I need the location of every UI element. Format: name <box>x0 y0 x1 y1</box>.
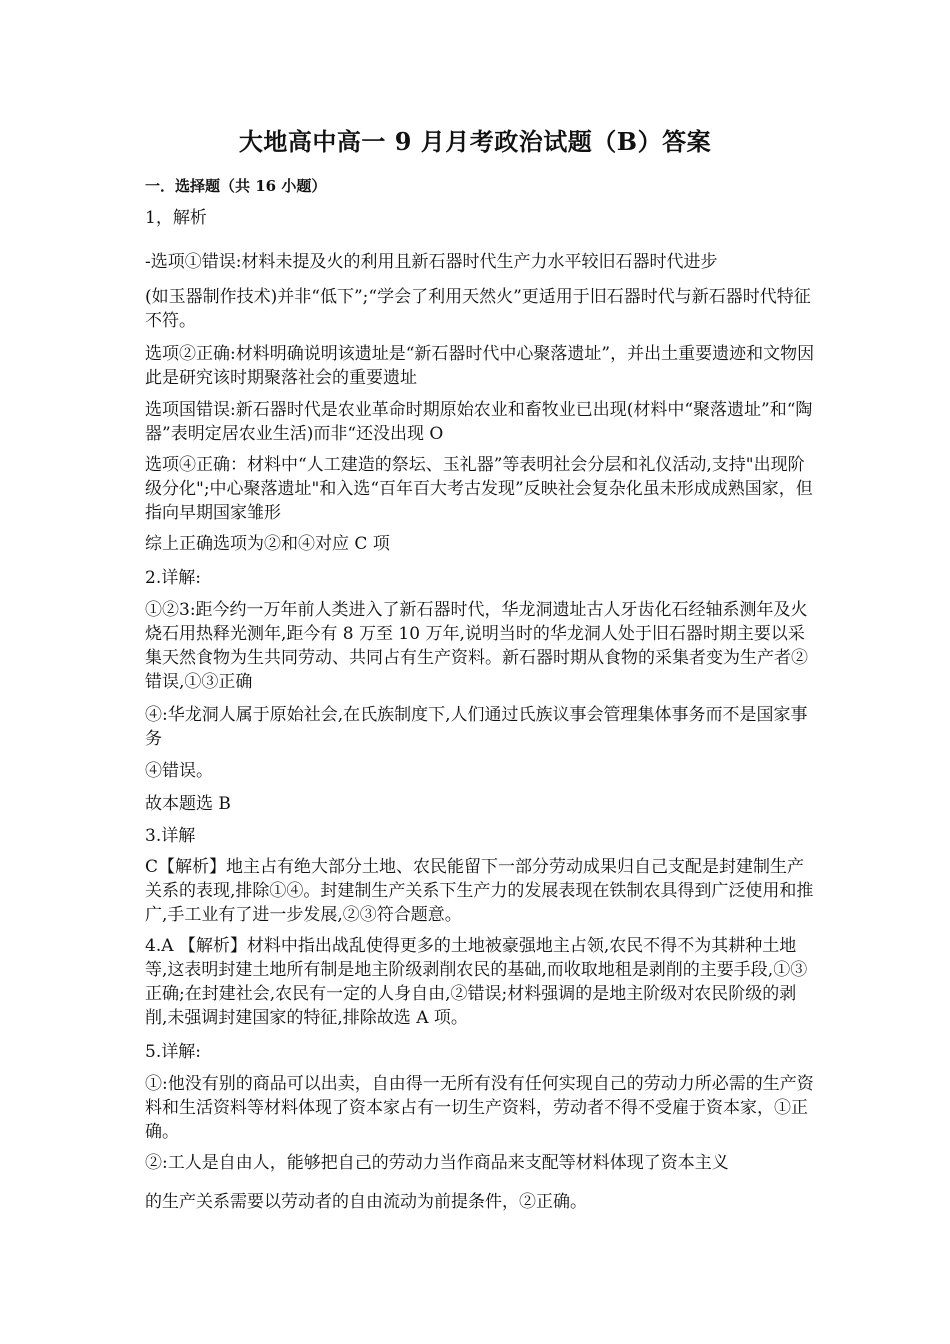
paragraph: 2.详解: <box>145 568 201 588</box>
page-title: 大地高中高一 9 月月考政治试题（B）答案 <box>238 127 712 156</box>
paragraph: 1，解析 <box>145 208 207 228</box>
paragraph: 的生产关系需要以劳动者的自由流动为前提条件，②正确。 <box>145 1192 587 1212</box>
paragraph: ④:华龙洞人属于原始社会,在氏族制度下,人们通过氏族议事会管理集体事务而不是国家事务 <box>145 705 808 749</box>
paragraph: 故本题选 B <box>145 794 231 814</box>
section-heading: 一．选择题（共 16 小题） <box>145 177 327 195</box>
paragraph: (如玉器制作技术)并非“低下”;“学会了利用天然火”更适用于旧石器时代与新石器时代特征不符。 <box>145 287 811 331</box>
paragraph: 4.A 【解析】材料中指出战乱使得更多的土地被豪强地主占领,农民不得不为其耕种土地等,这表明封建土地所有制是地主阶级剥削农民的基础,而收取地租是剥削的主要手段,①③正确;在封建社会,农民有一定的人身自由,②错误;材料强调的是地主阶级对农民阶级的剥削,未强调封建国家的特征,排除故选 A 项。 <box>145 936 808 1028</box>
paragraph: 5.详解: <box>145 1042 201 1062</box>
paragraph: ①:他没有别的商品可以出卖，自由得一无所有没有任何实现自己的劳动力所必需的生产资料和生活资料等材料体现了资本家占有一切生产资料，劳动者不得不受雇于资本家，①正确。 <box>145 1074 814 1142</box>
paragraph: C【解析】地主占有绝大部分土地、农民能留下一部分劳动成果归自己支配是封建制生产关系的表现,排除①④。封建制生产关系下生产力的发展表现在铁制农具得到广泛使用和推广,手工业有了进一步发展,②③符合题意。 <box>145 857 814 925</box>
paragraph: 选项国错误:新石器时代是农业革命时期原始农业和畜牧业已出现(材料中“聚落遗址”和“陶器”表明定居农业生活)而非“还没出现 O <box>145 400 813 444</box>
paragraph: 选项④正确：材料中“人工建造的祭坛、玉礼器”等表明社会分层和礼仪活动,支持"出现阶级分化";中心聚落遗址"和入选“百年百大考古发现”反映社会复杂化虽未形成成熟国家，但指向早期国家雏形 <box>145 455 813 523</box>
paragraph: 综上正确选项为②和④对应 C 项 <box>145 534 390 554</box>
paragraph: ②:工人是自由人，能够把自己的劳动力当作商品来支配等材料体现了资本主义 <box>145 1153 729 1173</box>
paragraph: ④错误。 <box>145 761 213 781</box>
paragraph: -选项①错误:材料未提及火的利用且新石器时代生产力水平较旧石器时代进步 <box>145 252 718 272</box>
paragraph: 选项②正确:材料明确说明该遗址是“新石器时代中心聚落遗址”，并出土重要遗迹和文物因此是研究该时期聚落社会的重要遗址 <box>145 344 815 388</box>
paragraph: 3.详解 <box>145 826 196 846</box>
paragraph: ①②3:距今约一万年前人类进入了新石器时代，华龙洞遗址古人牙齿化石经轴系测年及火烧石用热释光测年,距今有 8 万至 10 万年,说明当时的华龙洞人处于旧石器时期主要以采集天然食物为生共同劳动、共同占有生产资料。新石器时期从食物的采集者变为生产者②错误,①③正确 <box>145 600 808 692</box>
